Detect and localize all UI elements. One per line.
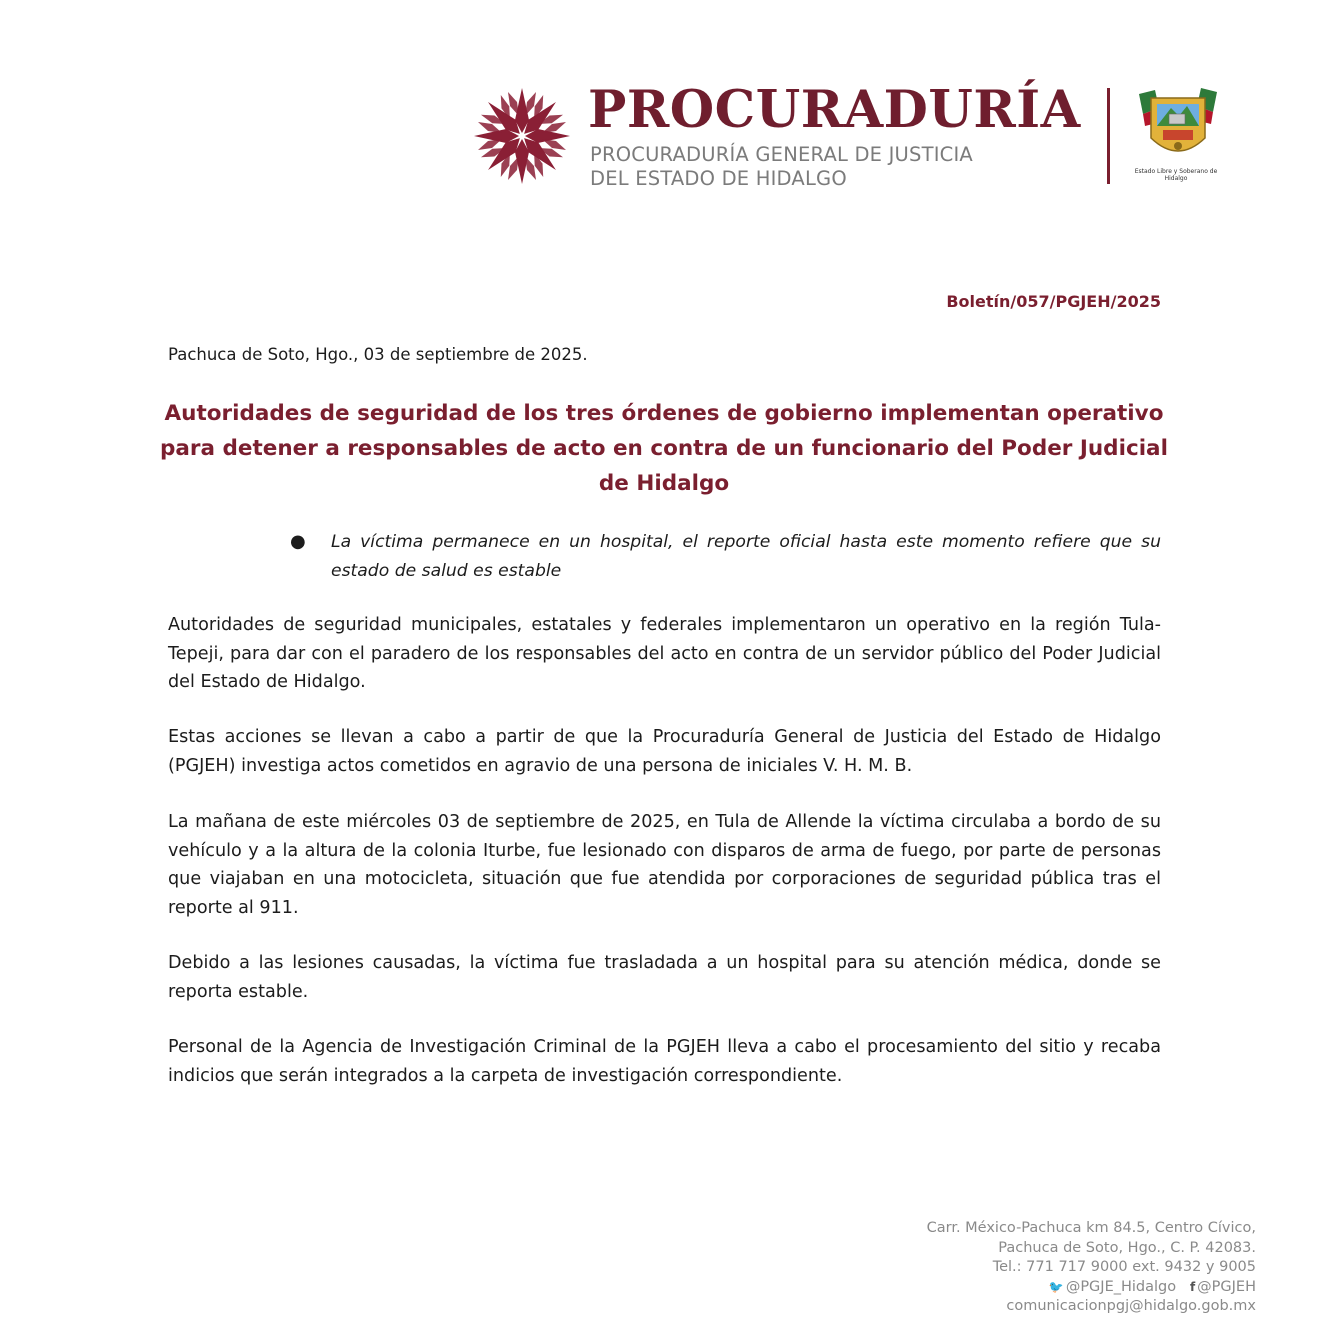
state-coat-of-arms-icon (1133, 86, 1223, 166)
footer-email[interactable]: comunicacionpgj@hidalgo.gob.mx (1006, 1298, 1256, 1314)
bulletin-id: Boletín/057/PGJEH/2025 (946, 292, 1161, 311)
body-paragraph: Estas acciones se llevan a cabo a partir de que la Procuraduría General de Justicia del Estado de Hidalgo (PGJEH) investiga actos cometidos en agravio de una persona de iniciales V. H. M. B. (168, 727, 1161, 776)
bullet-icon: ● (290, 531, 306, 552)
brand-subtitle-line2: DEL ESTADO DE HIDALGO (590, 167, 847, 190)
brand-subtitle-line1: PROCURADURÍA GENERAL DE JUSTICIA (590, 143, 973, 166)
brand-title: PROCURADURÍA (588, 80, 1081, 140)
body-paragraph: Personal de la Agencia de Investigación Criminal de la PGJEH lleva a cabo el procesamiento del sitio y recaba indicios que serán integrados a la carpeta de investigación correspondiente. (168, 1037, 1161, 1086)
headline: Autoridades de seguridad de los tres órdenes de gobierno implementan operativo para detener a responsables de acto en contra de un funcionario del Poder Judicial de Hidalgo (160, 401, 1168, 496)
footer-phone: Tel.: 771 717 9000 ext. 9432 y 9005 (992, 1259, 1256, 1275)
footer-social (927, 1278, 1256, 1298)
body-paragraph: Autoridades de seguridad municipales, estatales y federales implementaron un operativo en la región Tula-Tepeji, para dar con el paradero de los responsables del acto en contra de un servidor público del Poder Judicial del Estado de Hidalgo. (168, 615, 1161, 692)
facebook-handle[interactable]: @PGJEH (1197, 1278, 1256, 1295)
star-flower-icon (472, 86, 572, 186)
footer-address-line2: Pachuca de Soto, Hgo., C. P. 42083. (998, 1239, 1256, 1256)
body-paragraph: La mañana de este miércoles 03 de septiembre de 2025, en Tula de Allende la víctima circulaba a bordo de su vehículo y a la altura de la colonia Iturbe, fue lesionado con disparos de arma de fuego, por parte de personas que viajaban en una motocicleta, situación que fue atendida por corporaciones de seguridad pública tras el reporte al 911. (168, 812, 1161, 918)
body-paragraph: Debido a las lesiones causadas, la víctima fue trasladada a un hospital para su atención médica, donde se reporta estable. (168, 953, 1161, 1002)
footer-contact (927, 1219, 1256, 1317)
facebook-icon: f (1189, 1279, 1196, 1294)
dateline: Pachuca de Soto, Hgo., 03 de septiembre de 2025. (168, 345, 588, 364)
footer-address-line1: Carr. México-Pachuca km 84.5, Centro Cívico, (926, 1220, 1256, 1236)
twitter-handle[interactable]: @PGJE_Hidalgo (1065, 1278, 1177, 1295)
header-divider (1107, 88, 1110, 184)
shield-caption: Estado Libre y Soberano de Hidalgo (1134, 168, 1218, 182)
highlight-bullet: La víctima permanece en un hospital, el reporte oficial hasta este momento refiere que su estado de salud es estable (331, 532, 1161, 581)
twitter-bird-icon: 🐦 (1048, 1279, 1064, 1294)
